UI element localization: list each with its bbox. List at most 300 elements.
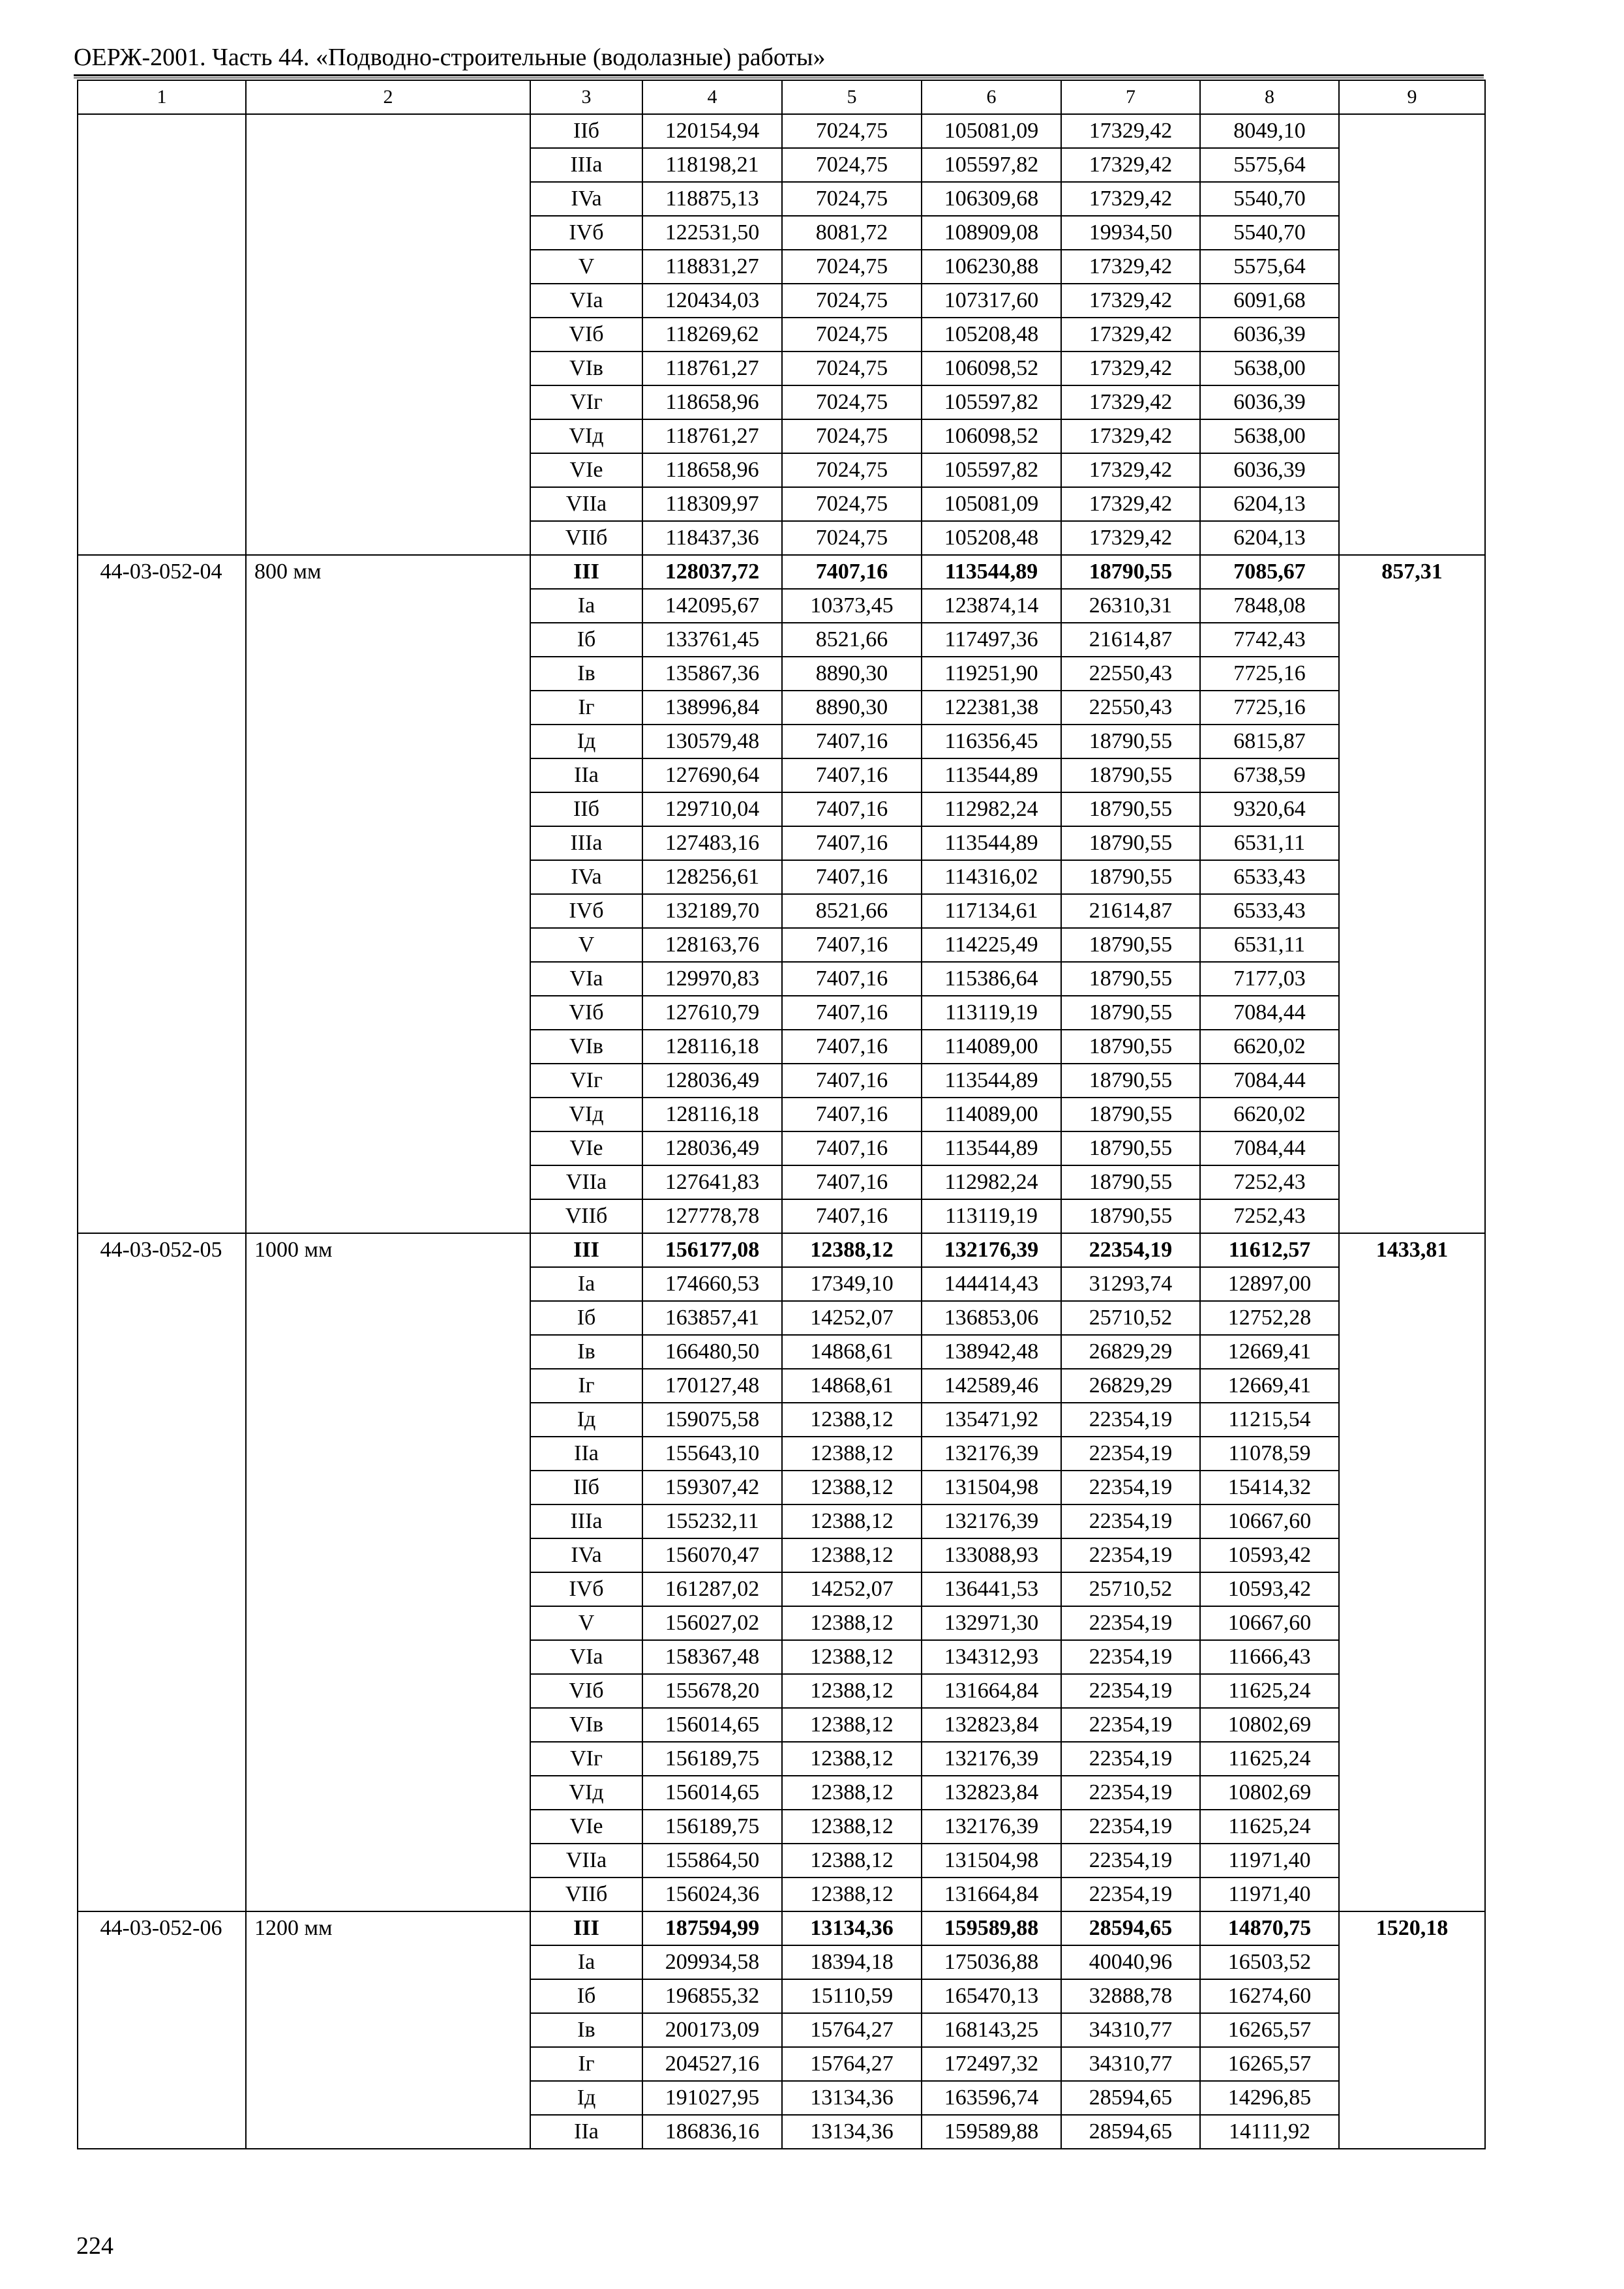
zone-cell: VIв (530, 352, 642, 385)
machines-cell: 132176,39 (922, 1504, 1061, 1538)
machines-cell: 114089,00 (922, 1098, 1061, 1131)
total-cost-cell: 130579,48 (642, 725, 782, 758)
zone-cell: VIe (530, 453, 642, 487)
zone-cell: Iв (530, 1335, 642, 1369)
machinist-wages-cell: 18790,55 (1061, 962, 1200, 996)
wages-cell: 12388,12 (782, 1437, 922, 1471)
wages-cell: 12388,12 (782, 1538, 922, 1572)
machinist-wages-cell: 26310,31 (1061, 589, 1200, 623)
wages-cell: 12388,12 (782, 1810, 922, 1844)
zone-cell: IIa (530, 1437, 642, 1471)
total-cost-cell: 156014,65 (642, 1708, 782, 1742)
machines-cell: 132971,30 (922, 1606, 1061, 1640)
materials-cell: 16274,60 (1200, 1979, 1339, 2013)
machines-cell: 106309,68 (922, 182, 1061, 216)
zone-cell: Ia (530, 1945, 642, 1979)
materials-cell: 11971,40 (1200, 1844, 1339, 1878)
machines-cell: 131664,84 (922, 1878, 1061, 1911)
wages-cell: 8521,66 (782, 623, 922, 657)
machinist-wages-cell: 34310,77 (1061, 2047, 1200, 2081)
zone-cell: IVa (530, 1538, 642, 1572)
machines-cell: 136441,53 (922, 1572, 1061, 1606)
materials-cell: 7177,03 (1200, 962, 1339, 996)
total-cost-cell: 155864,50 (642, 1844, 782, 1878)
materials-cell: 7084,44 (1200, 1064, 1339, 1098)
machines-cell: 108909,08 (922, 216, 1061, 250)
total-cost-cell: 118761,27 (642, 419, 782, 453)
zone-cell: VIIб (530, 1199, 642, 1233)
machinist-wages-cell: 17329,42 (1061, 521, 1200, 555)
machines-cell: 132823,84 (922, 1776, 1061, 1810)
wages-cell: 8890,30 (782, 657, 922, 691)
machinist-wages-cell: 22354,19 (1061, 1776, 1200, 1810)
machinist-wages-cell: 22354,19 (1061, 1233, 1200, 1267)
zone-cell: IIIa (530, 148, 642, 182)
machinist-wages-cell: 22354,19 (1061, 1810, 1200, 1844)
materials-cell: 11971,40 (1200, 1878, 1339, 1911)
machinist-wages-cell: 18790,55 (1061, 826, 1200, 860)
wages-cell: 12388,12 (782, 1674, 922, 1708)
total-cost-cell: 209934,58 (642, 1945, 782, 1979)
materials-cell: 6531,11 (1200, 826, 1339, 860)
wages-cell: 7407,16 (782, 996, 922, 1030)
machinist-wages-cell: 18790,55 (1061, 996, 1200, 1030)
machinist-wages-cell: 28594,65 (1061, 2115, 1200, 2149)
materials-cell: 10667,60 (1200, 1504, 1339, 1538)
materials-cell: 6531,11 (1200, 928, 1339, 962)
machinist-wages-cell: 17329,42 (1061, 419, 1200, 453)
machines-cell: 112982,24 (922, 1165, 1061, 1199)
materials-cell: 5540,70 (1200, 216, 1339, 250)
machines-cell: 105597,82 (922, 453, 1061, 487)
materials-cell: 10802,69 (1200, 1776, 1339, 1810)
machinist-wages-cell: 17329,42 (1061, 318, 1200, 352)
machines-cell: 117497,36 (922, 623, 1061, 657)
zone-cell: Iг (530, 1369, 642, 1403)
wages-cell: 7024,75 (782, 521, 922, 555)
machinist-wages-cell: 31293,74 (1061, 1267, 1200, 1301)
item-name: 800 мм (246, 555, 530, 1233)
zone-cell: Iг (530, 2047, 642, 2081)
machinist-wages-cell: 22354,19 (1061, 1606, 1200, 1640)
wages-cell: 14252,07 (782, 1572, 922, 1606)
machines-cell: 138942,48 (922, 1335, 1061, 1369)
machinist-wages-cell: 18790,55 (1061, 1131, 1200, 1165)
machinist-wages-cell: 26829,29 (1061, 1369, 1200, 1403)
machinist-wages-cell: 21614,87 (1061, 623, 1200, 657)
machines-cell: 106098,52 (922, 352, 1061, 385)
zone-cell: IVa (530, 860, 642, 894)
total-cost-cell: 118658,96 (642, 385, 782, 419)
materials-cell: 5638,00 (1200, 419, 1339, 453)
column-header: 5 (782, 80, 922, 114)
total-cost-cell: 120154,94 (642, 114, 782, 148)
total-cost-cell: 118761,27 (642, 352, 782, 385)
column-header: 2 (246, 80, 530, 114)
machinist-wages-cell: 40040,96 (1061, 1945, 1200, 1979)
machines-cell: 113119,19 (922, 1199, 1061, 1233)
machines-cell: 105208,48 (922, 318, 1061, 352)
zone-cell: Iб (530, 1301, 642, 1335)
machinist-wages-cell: 18790,55 (1061, 1098, 1200, 1131)
zone-cell: Iд (530, 725, 642, 758)
machines-cell: 163596,74 (922, 2081, 1061, 2115)
zone-cell: IVб (530, 1572, 642, 1606)
total-cost-cell: 127483,16 (642, 826, 782, 860)
zone-cell: IVб (530, 894, 642, 928)
total-cost-cell: 156024,36 (642, 1878, 782, 1911)
wages-cell: 7024,75 (782, 114, 922, 148)
machines-cell: 107317,60 (922, 284, 1061, 318)
wages-cell: 7407,16 (782, 1165, 922, 1199)
zone-cell: IIa (530, 758, 642, 792)
machinist-wages-cell: 22354,19 (1061, 1844, 1200, 1878)
wages-cell: 10373,45 (782, 589, 922, 623)
wages-cell: 15764,27 (782, 2013, 922, 2047)
zone-cell: V (530, 250, 642, 284)
machines-cell: 159589,88 (922, 2115, 1061, 2149)
materials-cell: 14870,75 (1200, 1911, 1339, 1945)
header-rule (74, 74, 1484, 76)
total-cost-cell: 128036,49 (642, 1064, 782, 1098)
wages-cell: 7407,16 (782, 928, 922, 962)
machinist-wages-cell: 22354,19 (1061, 1471, 1200, 1504)
wages-cell: 7407,16 (782, 758, 922, 792)
machines-cell: 116356,45 (922, 725, 1061, 758)
wages-cell: 12388,12 (782, 1504, 922, 1538)
wages-cell: 12388,12 (782, 1233, 922, 1267)
wages-cell: 17349,10 (782, 1267, 922, 1301)
machinist-wages-cell: 17329,42 (1061, 352, 1200, 385)
total-cost-cell: 127778,78 (642, 1199, 782, 1233)
total-cost-cell: 156189,75 (642, 1810, 782, 1844)
zone-cell: VIIa (530, 1844, 642, 1878)
column-header-row (78, 80, 1485, 114)
zone-cell: IVб (530, 216, 642, 250)
labor-total-cell: 1520,18 (1339, 1911, 1485, 2149)
total-cost-cell: 155232,11 (642, 1504, 782, 1538)
wages-cell: 12388,12 (782, 1471, 922, 1504)
wages-cell: 7024,75 (782, 318, 922, 352)
wages-cell: 7407,16 (782, 725, 922, 758)
total-cost-cell: 204527,16 (642, 2047, 782, 2081)
machines-cell: 132176,39 (922, 1742, 1061, 1776)
machinist-wages-cell: 22354,19 (1061, 1742, 1200, 1776)
machinist-wages-cell: 18790,55 (1061, 1199, 1200, 1233)
materials-cell: 11666,43 (1200, 1640, 1339, 1674)
machines-cell: 142589,46 (922, 1369, 1061, 1403)
item-name (246, 114, 530, 555)
total-cost-cell: 138996,84 (642, 691, 782, 725)
machinist-wages-cell: 17329,42 (1061, 385, 1200, 419)
wages-cell: 12388,12 (782, 1640, 922, 1674)
wages-cell: 12388,12 (782, 1708, 922, 1742)
wages-cell: 12388,12 (782, 1606, 922, 1640)
wages-cell: 7407,16 (782, 1030, 922, 1064)
zone-cell: VIв (530, 1030, 642, 1064)
zone-cell: IIб (530, 792, 642, 826)
machinist-wages-cell: 18790,55 (1061, 1064, 1200, 1098)
machinist-wages-cell: 22354,19 (1061, 1504, 1200, 1538)
machinist-wages-cell: 22354,19 (1061, 1437, 1200, 1471)
machines-cell: 105081,09 (922, 487, 1061, 521)
materials-cell: 5575,64 (1200, 148, 1339, 182)
wages-cell: 12388,12 (782, 1403, 922, 1437)
column-header: 1 (78, 80, 246, 114)
materials-cell: 6620,02 (1200, 1030, 1339, 1064)
machines-cell: 105597,82 (922, 148, 1061, 182)
machinist-wages-cell: 19934,50 (1061, 216, 1200, 250)
column-header: 7 (1061, 80, 1200, 114)
materials-cell: 7725,16 (1200, 657, 1339, 691)
wages-cell: 7407,16 (782, 1131, 922, 1165)
total-cost-cell: 128256,61 (642, 860, 782, 894)
zone-cell: IIIa (530, 826, 642, 860)
materials-cell: 7252,43 (1200, 1199, 1339, 1233)
zone-cell: Iб (530, 623, 642, 657)
materials-cell: 7725,16 (1200, 691, 1339, 725)
machines-cell: 117134,61 (922, 894, 1061, 928)
wages-cell: 7024,75 (782, 487, 922, 521)
total-cost-cell: 122531,50 (642, 216, 782, 250)
machines-cell: 136853,06 (922, 1301, 1061, 1335)
wages-cell: 14868,61 (782, 1369, 922, 1403)
zone-cell: VIa (530, 1640, 642, 1674)
materials-cell: 16265,57 (1200, 2047, 1339, 2081)
total-cost-cell: 158367,48 (642, 1640, 782, 1674)
zone-cell: VIд (530, 1098, 642, 1131)
total-cost-cell: 156189,75 (642, 1742, 782, 1776)
zone-cell: Iг (530, 691, 642, 725)
materials-cell: 15414,32 (1200, 1471, 1339, 1504)
machinist-wages-cell: 18790,55 (1061, 725, 1200, 758)
materials-cell: 16265,57 (1200, 2013, 1339, 2047)
machinist-wages-cell: 34310,77 (1061, 2013, 1200, 2047)
total-cost-cell: 142095,67 (642, 589, 782, 623)
table-row (78, 1911, 1485, 1945)
zone-cell: Iб (530, 1979, 642, 2013)
total-cost-cell: 200173,09 (642, 2013, 782, 2047)
wages-cell: 7024,75 (782, 182, 922, 216)
machines-cell: 114225,49 (922, 928, 1061, 962)
zone-cell: VIг (530, 385, 642, 419)
zone-cell: Iд (530, 2081, 642, 2115)
zone-cell: VIIa (530, 487, 642, 521)
machines-cell: 144414,43 (922, 1267, 1061, 1301)
zone-cell: Iд (530, 1403, 642, 1437)
wages-cell: 12388,12 (782, 1776, 922, 1810)
machines-cell: 159589,88 (922, 1911, 1061, 1945)
materials-cell: 10667,60 (1200, 1606, 1339, 1640)
zone-cell: VIe (530, 1810, 642, 1844)
machinist-wages-cell: 17329,42 (1061, 182, 1200, 216)
machinist-wages-cell: 18790,55 (1061, 860, 1200, 894)
materials-cell: 11612,57 (1200, 1233, 1339, 1267)
wages-cell: 12388,12 (782, 1742, 922, 1776)
machinist-wages-cell: 17329,42 (1061, 148, 1200, 182)
zone-cell: V (530, 1606, 642, 1640)
machinist-wages-cell: 25710,52 (1061, 1572, 1200, 1606)
wages-cell: 8521,66 (782, 894, 922, 928)
total-cost-cell: 127690,64 (642, 758, 782, 792)
price-table (77, 80, 1486, 2149)
zone-cell: VIб (530, 996, 642, 1030)
total-cost-cell: 118198,21 (642, 148, 782, 182)
machines-cell: 114316,02 (922, 860, 1061, 894)
labor-total-cell (1339, 114, 1485, 555)
materials-cell: 5638,00 (1200, 352, 1339, 385)
total-cost-cell: 156070,47 (642, 1538, 782, 1572)
labor-total-cell: 857,31 (1339, 555, 1485, 1233)
zone-cell: VIб (530, 318, 642, 352)
machines-cell: 132176,39 (922, 1437, 1061, 1471)
machinist-wages-cell: 26829,29 (1061, 1335, 1200, 1369)
zone-cell: Ia (530, 1267, 642, 1301)
column-header: 6 (922, 80, 1061, 114)
table-row (78, 114, 1485, 148)
materials-cell: 7742,43 (1200, 623, 1339, 657)
machinist-wages-cell: 17329,42 (1061, 114, 1200, 148)
total-cost-cell: 118831,27 (642, 250, 782, 284)
wages-cell: 18394,18 (782, 1945, 922, 1979)
materials-cell: 6036,39 (1200, 453, 1339, 487)
zone-cell: III (530, 1911, 642, 1945)
zone-cell: VIa (530, 284, 642, 318)
wages-cell: 7024,75 (782, 352, 922, 385)
wages-cell: 7024,75 (782, 453, 922, 487)
wages-cell: 14252,07 (782, 1301, 922, 1335)
materials-cell: 10593,42 (1200, 1572, 1339, 1606)
machines-cell: 132176,39 (922, 1810, 1061, 1844)
machines-cell: 114089,00 (922, 1030, 1061, 1064)
wages-cell: 13134,36 (782, 1911, 922, 1945)
machines-cell: 115386,64 (922, 962, 1061, 996)
item-code: 44-03-052-04 (78, 555, 246, 1233)
machinist-wages-cell: 22550,43 (1061, 691, 1200, 725)
machinist-wages-cell: 22354,19 (1061, 1708, 1200, 1742)
zone-cell: Ia (530, 589, 642, 623)
total-cost-cell: 166480,50 (642, 1335, 782, 1369)
wages-cell: 7407,16 (782, 860, 922, 894)
materials-cell: 8049,10 (1200, 114, 1339, 148)
zone-cell: IIб (530, 114, 642, 148)
zone-cell: VIб (530, 1674, 642, 1708)
machinist-wages-cell: 22354,19 (1061, 1403, 1200, 1437)
machines-cell: 132176,39 (922, 1233, 1061, 1267)
machines-cell: 113544,89 (922, 555, 1061, 589)
machinist-wages-cell: 25710,52 (1061, 1301, 1200, 1335)
machines-cell: 105208,48 (922, 521, 1061, 555)
machinist-wages-cell: 22354,19 (1061, 1640, 1200, 1674)
machines-cell: 113544,89 (922, 758, 1061, 792)
materials-cell: 6533,43 (1200, 860, 1339, 894)
materials-cell: 6036,39 (1200, 318, 1339, 352)
page-number: 224 (76, 2232, 113, 2260)
column-header: 3 (530, 80, 642, 114)
total-cost-cell: 163857,41 (642, 1301, 782, 1335)
total-cost-cell: 118437,36 (642, 521, 782, 555)
zone-cell: III (530, 555, 642, 589)
total-cost-cell: 132189,70 (642, 894, 782, 928)
wages-cell: 7024,75 (782, 250, 922, 284)
total-cost-cell: 120434,03 (642, 284, 782, 318)
materials-cell: 11625,24 (1200, 1742, 1339, 1776)
machinist-wages-cell: 22550,43 (1061, 657, 1200, 691)
zone-cell: VIa (530, 962, 642, 996)
materials-cell: 10593,42 (1200, 1538, 1339, 1572)
machines-cell: 113119,19 (922, 996, 1061, 1030)
materials-cell: 16503,52 (1200, 1945, 1339, 1979)
machines-cell: 131664,84 (922, 1674, 1061, 1708)
machines-cell: 113544,89 (922, 1064, 1061, 1098)
materials-cell: 11078,59 (1200, 1437, 1339, 1471)
wages-cell: 7407,16 (782, 1064, 922, 1098)
machines-cell: 106230,88 (922, 250, 1061, 284)
materials-cell: 12669,41 (1200, 1335, 1339, 1369)
materials-cell: 6036,39 (1200, 385, 1339, 419)
machines-cell: 133088,93 (922, 1538, 1061, 1572)
table-body (78, 114, 1485, 2149)
total-cost-cell: 129710,04 (642, 792, 782, 826)
zone-cell: IIIa (530, 1504, 642, 1538)
zone-cell: Iв (530, 2013, 642, 2047)
machinist-wages-cell: 18790,55 (1061, 1030, 1200, 1064)
materials-cell: 7085,67 (1200, 555, 1339, 589)
machines-cell: 123874,14 (922, 589, 1061, 623)
materials-cell: 7084,44 (1200, 1131, 1339, 1165)
table-row (78, 555, 1485, 589)
machines-cell: 175036,88 (922, 1945, 1061, 1979)
machines-cell: 172497,32 (922, 2047, 1061, 2081)
wages-cell: 12388,12 (782, 1878, 922, 1911)
wages-cell: 7024,75 (782, 148, 922, 182)
zone-cell: VIIб (530, 1878, 642, 1911)
zone-cell: VIв (530, 1708, 642, 1742)
materials-cell: 7084,44 (1200, 996, 1339, 1030)
zone-cell: VIд (530, 419, 642, 453)
materials-cell: 14111,92 (1200, 2115, 1339, 2149)
column-header: 4 (642, 80, 782, 114)
total-cost-cell: 155643,10 (642, 1437, 782, 1471)
total-cost-cell: 156014,65 (642, 1776, 782, 1810)
total-cost-cell: 118309,97 (642, 487, 782, 521)
table-row (78, 1233, 1485, 1267)
zone-cell: V (530, 928, 642, 962)
machines-cell: 105597,82 (922, 385, 1061, 419)
materials-cell: 6204,13 (1200, 487, 1339, 521)
materials-cell: 11215,54 (1200, 1403, 1339, 1437)
total-cost-cell: 170127,48 (642, 1369, 782, 1403)
materials-cell: 12752,28 (1200, 1301, 1339, 1335)
machines-cell: 168143,25 (922, 2013, 1061, 2047)
total-cost-cell: 128116,18 (642, 1098, 782, 1131)
wages-cell: 15110,59 (782, 1979, 922, 2013)
total-cost-cell: 156177,08 (642, 1233, 782, 1267)
item-code: 44-03-052-05 (78, 1233, 246, 1911)
total-cost-cell: 155678,20 (642, 1674, 782, 1708)
machines-cell: 113544,89 (922, 826, 1061, 860)
machinist-wages-cell: 17329,42 (1061, 487, 1200, 521)
zone-cell: IVa (530, 182, 642, 216)
wages-cell: 14868,61 (782, 1335, 922, 1369)
materials-cell: 6091,68 (1200, 284, 1339, 318)
machinist-wages-cell: 17329,42 (1061, 453, 1200, 487)
total-cost-cell: 118658,96 (642, 453, 782, 487)
item-name: 1000 мм (246, 1233, 530, 1911)
machines-cell: 122381,38 (922, 691, 1061, 725)
materials-cell: 6738,59 (1200, 758, 1339, 792)
zone-cell: VIIa (530, 1165, 642, 1199)
